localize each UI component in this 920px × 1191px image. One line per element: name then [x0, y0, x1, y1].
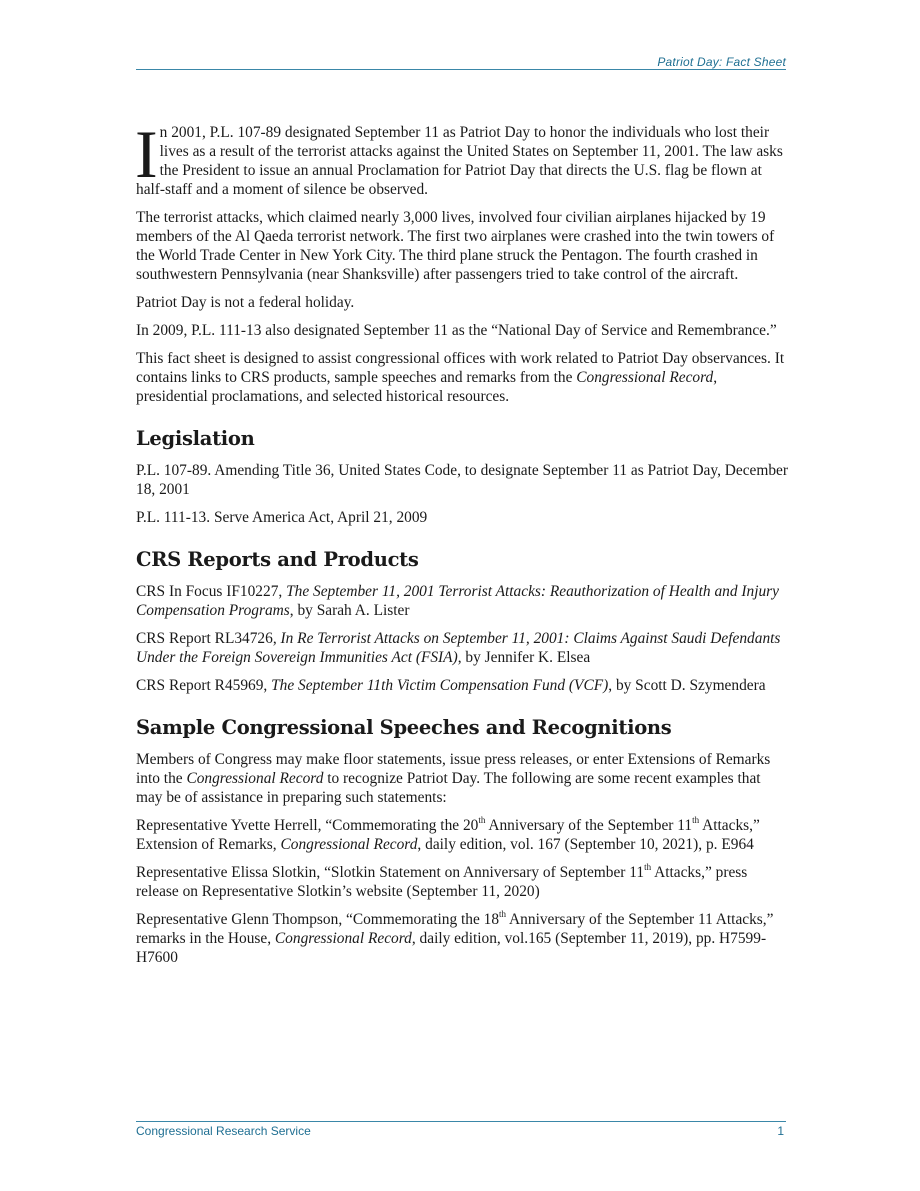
speech-item[interactable] [136, 910, 788, 967]
speech-text: Representative Yvette Herrell, “Commemorating the 20 [136, 817, 479, 834]
crs-item [136, 676, 788, 695]
header-rule [136, 69, 786, 70]
speech-text: Representative Elissa Slotkin, “Slotkin Statement on Anniversary of September 11 [136, 864, 645, 881]
intro-text: n 2001, P.L. 107-89 designated September 11 as Patriot Day to honor the individuals who lost their lives as a result of the terrorist attacks against the United States on September 11, 2001. The law asks the President to issue an annual Proclamation for Patriot Day that directs the U.S. flag be flown at half-staff and a moment of silence be observed. [136, 124, 783, 198]
drop-cap: I [135, 116, 158, 192]
speech-text: Representative Glenn Thompson, “Commemorating the 18 [136, 911, 500, 928]
legislation-heading: Legislation [136, 427, 255, 450]
crs-item-title-link[interactable]: In Re Terrorist Attacks on September 11, 2001: Claims Against Saudi Defendants Under the Foreign Sovereign Immunities Act (FSIA) [136, 630, 781, 666]
crs-item-prefix: CRS In Focus IF10227, [136, 583, 287, 600]
intro-paragraph [135, 116, 788, 199]
crs-item-author: , by Sarah A. Lister [289, 602, 410, 619]
purpose-text-b: , presidential proclamations, and selected historical resources. [136, 369, 718, 405]
speech-item[interactable] [136, 816, 788, 854]
superscript: th [499, 908, 507, 919]
speech-text: , daily edition, vol. 167 (September 10, 2021), p. E964 [417, 836, 754, 853]
speech-text: Attacks,” press release on Representative Slotkin’s website (September 11, 2020) [136, 864, 748, 900]
crs-item [136, 582, 788, 620]
crs-item-author: , by Jennifer K. Elsea [457, 649, 591, 666]
page-number: 1 [777, 1124, 784, 1138]
speeches-intro-record: Congressional Record [186, 770, 324, 787]
speech-text: Anniversary of the September 11 Attacks,” remarks in the House, [136, 911, 774, 947]
crs-item-prefix: CRS Report RL34726, [136, 630, 281, 647]
speech-item[interactable] [136, 863, 788, 901]
speeches-intro-b: to recognize Patriot Day. The following are some recent examples that may be of assistance in preparing such statements: [136, 770, 761, 806]
attacks-paragraph: The terrorist attacks, which claimed nearly 3,000 lives, involved four civilian airplanes hijacked by 19 members of the Al Qaeda terrorist network. The first two airplanes were crashed into the twin towers of the World Trade Center in New York City. The third plane struck the Pentagon. The fourth crashed in southwestern Pennsylvania (near Shanksville) after passengers tried to take control of the aircraft. [136, 209, 775, 283]
service-day-paragraph: In 2009, P.L. 111-13 also designated September 11 as the “National Day of Service and Remembrance.” [136, 322, 777, 339]
speeches-heading: Sample Congressional Speeches and Recognitions [136, 716, 672, 739]
footer-org: Congressional Research Service [136, 1124, 311, 1138]
crs-item-title-link[interactable]: The September 11th Victim Compensation Fund (VCF) [271, 677, 609, 694]
document-body [135, 116, 789, 976]
speech-record: Congressional Record [274, 930, 412, 947]
superscript: th [644, 861, 652, 872]
speeches-intro [136, 750, 788, 807]
speech-text: , daily edition, vol.165 (September 11, 2019), pp. H7599-H7600 [136, 930, 767, 966]
crs-item-author: , by Scott D. Szymendera [608, 677, 766, 694]
crs-item [136, 629, 788, 667]
speech-record: Congressional Record [280, 836, 418, 853]
legislation-item[interactable]: P.L. 111-13. Serve America Act, April 21, 2009 [136, 509, 428, 526]
speeches-intro-a: Members of Congress may make floor statements, issue press releases, or enter Extensions of Remarks into the [136, 751, 771, 787]
purpose-record-link[interactable]: Congressional Record [576, 369, 714, 386]
purpose-text-a: This fact sheet is designed to assist congressional offices with work related to Patriot Day observances. It contains links to CRS products, sample speeches and remarks from the [136, 350, 785, 386]
crs-heading: CRS Reports and Products [136, 548, 419, 571]
running-header: Patriot Day: Fact Sheet [657, 55, 786, 69]
superscript: th [478, 814, 486, 825]
speech-text: Attacks,” Extension of Remarks, [136, 817, 760, 853]
holiday-paragraph: Patriot Day is not a federal holiday. [136, 294, 355, 311]
footer-rule [136, 1121, 786, 1122]
purpose-paragraph [136, 349, 788, 406]
legislation-item[interactable]: P.L. 107-89. Amending Title 36, United States Code, to designate September 11 as Patriot Day, December 18, 2001 [136, 462, 789, 498]
crs-item-prefix: CRS Report R45969, [136, 677, 272, 694]
superscript: th [692, 814, 700, 825]
speech-text: Anniversary of the September 11 [485, 817, 693, 834]
crs-item-title-link[interactable]: The September 11, 2001 Terrorist Attacks: Reauthorization of Health and Injury Compensation Programs [136, 583, 779, 619]
